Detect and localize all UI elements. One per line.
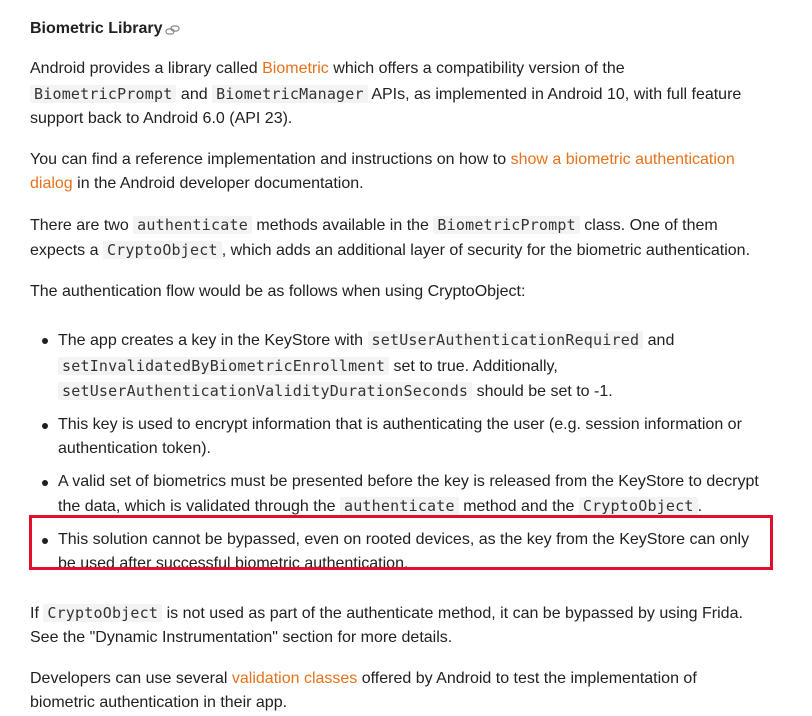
bullet-icon (42, 480, 48, 486)
list-item-highlighted: This solution cannot be bypassed, even on rooted devices, as the key from the KeyStore can only be used after successful biometric authentication. (30, 528, 765, 577)
code-setuserauthenticationrequired: setUserAuthenticationRequired (368, 331, 644, 349)
bullet-icon (42, 338, 48, 344)
code-cryptoobject: CryptoObject (103, 241, 222, 259)
code-setuserauthenticationvaliditydurationseconds: setUserAuthenticationValidityDurationSeconds (58, 382, 472, 400)
code-biometricmanager: BiometricManager (212, 85, 368, 103)
biometric-dialog-link[interactable]: show a biometric authentication dialog (30, 150, 735, 192)
authenticate-methods-paragraph: There are two authenticate methods available in the BiometricPrompt class. One of them expects a CryptoObject , which adds an additional layer of security for the biometric authentication. (30, 215, 751, 259)
bullet-icon (42, 423, 48, 429)
list-item: A valid set of biometrics must be presented before the key is released from the KeyStore to decrypt the data, which is validated through the authenticate method and the CryptoObject . (30, 470, 765, 520)
intro-paragraph: Android provides a library called Biometric which offers a compatibility version of the BiometricPrompt and BiometricManager APIs, as implemented in Android 10, with full feature support back to Android 6.0 (API 23). (30, 60, 742, 127)
code-authenticate-2: authenticate (340, 497, 459, 515)
flow-intro-paragraph: The authentication flow would be as follows when using CryptoObject: (30, 282, 526, 300)
code-setinvalidatedbybiometricenrollment: setInvalidatedByBiometricEnrollment (58, 357, 389, 375)
article-content (30, 0, 765, 716)
reference-paragraph: You can find a reference implementation and instructions on how to show a biometric authentication dialog in the Android developer documentation. (30, 150, 735, 192)
list-item: The app creates a key in the KeyStore with setUserAuthenticationRequired and setInvalidatedByBiometricEnrollment set to true. Additionally, setUserAuthenticationValidityDurationSeconds should be set to -1. (30, 328, 765, 405)
authentication-flow-list (30, 328, 765, 577)
code-cryptoobject-3: CryptoObject (43, 604, 162, 622)
heading-title: Biometric Library (30, 20, 163, 37)
biometric-link[interactable]: Biometric (262, 60, 329, 77)
list-item: This key is used to encrypt information that is authenticating the user (e.g. session information or authentication token). (30, 413, 765, 462)
validation-classes-link[interactable]: validation classes (231, 669, 358, 687)
code-cryptoobject-2: CryptoObject (579, 497, 698, 515)
code-authenticate: authenticate (133, 216, 252, 234)
section-heading (30, 17, 765, 41)
frida-bypass-paragraph: If CryptoObject is not used as part of the authenticate method, it can be bypassed by using Frida. See the "Dynamic Instrumentation" section for more details. (30, 603, 743, 646)
bullet-icon (42, 538, 48, 544)
validation-paragraph: Developers can use several validation classes offered by Android to test the implementation of biometric authentication in their app. (30, 669, 697, 711)
link-icon[interactable] (165, 22, 181, 36)
code-biometricprompt-2: BiometricPrompt (433, 216, 579, 234)
code-biometricprompt: BiometricPrompt (30, 85, 176, 103)
